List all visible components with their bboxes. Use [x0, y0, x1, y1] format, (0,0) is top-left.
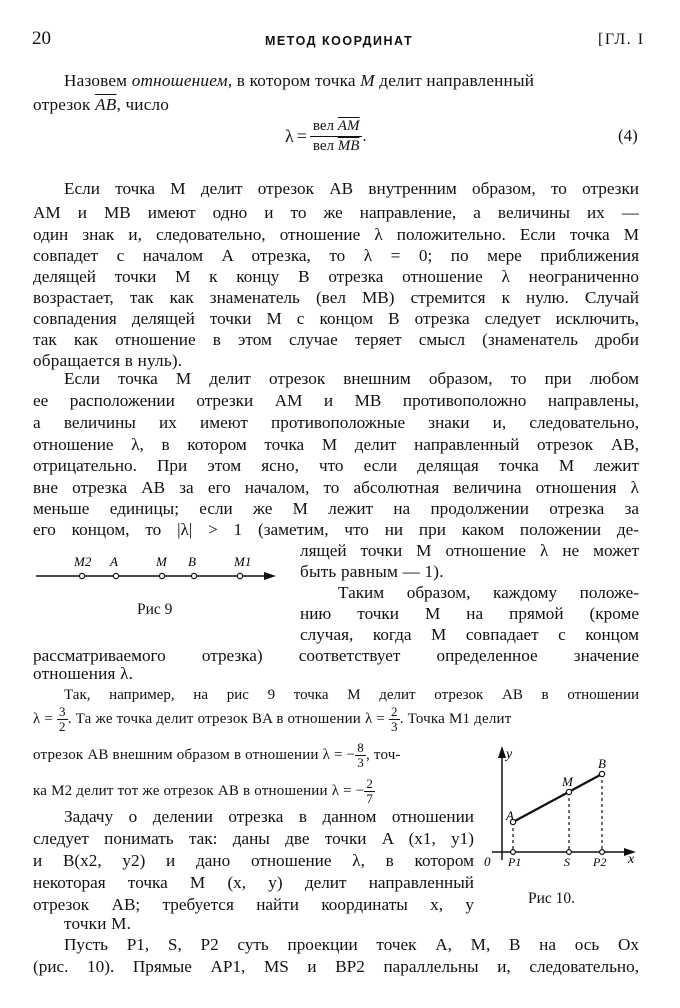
para1-line: совпадет с началом A отрезка, то λ = 0; по мере приближения [33, 246, 639, 265]
fig9-point-m1 [237, 573, 242, 578]
para1-line: совпадения делящей точки M с концом B отрезка следует исключить, [33, 309, 639, 328]
para1-line: делящей точки M к концу B отрезка отношение λ неограниченно [33, 267, 639, 286]
para2-line: отношение λ, в котором точка M делит направленный отрезок AB, [33, 435, 639, 454]
para1-line: обращается в нуль). [33, 351, 183, 370]
para2-wrap-line: лящей точки M отношение λ не может [300, 541, 639, 560]
fig9-label-a: A [110, 554, 118, 569]
fig10-label-x: x [628, 852, 635, 867]
para2-line: Если точка M делит отрезок внешним образом, то при любом [64, 369, 639, 388]
fig10-y-arrow-icon [498, 746, 506, 758]
para2-line: ее расположении отрезки AM и MB противоположно направлены, [33, 391, 639, 410]
fig9-label-m: M [156, 554, 167, 569]
para2-line: а величины их имеют противоположные знаки и, следовательно, [33, 413, 639, 432]
fig10-label-s: S [564, 855, 570, 869]
fig10-point-p2 [600, 850, 605, 855]
example-l2b: . Та же точка делит отрезок BA в отношении λ = [67, 710, 390, 727]
formula-den-vector: $\overline{MB}$ [337, 138, 360, 154]
intro-pre: Назовем [64, 71, 132, 90]
para2-line: меньше единицы; если же M лежит на продолжении отрезка за [33, 499, 639, 518]
formula-den-word: вел [312, 138, 338, 154]
fig9-point-m [159, 573, 164, 578]
fig10-label-p2: P2 [593, 855, 607, 869]
para1-line: так как отношение в этом случае теряет смысл (знаменатель дроби [33, 330, 639, 349]
task-line: некоторая точка M (x, y) делит направленный [33, 873, 474, 892]
fraction-8-3: $\frac{8}{3}$ [357, 740, 364, 770]
running-title: МЕТОД КООРДИНАТ [265, 34, 414, 48]
formula-fraction [310, 117, 363, 156]
example-l2a: λ = [33, 710, 58, 727]
fig9-point-b [191, 573, 196, 578]
fig10-caption: Рис 10. [528, 890, 576, 907]
fraction-3-2: $\frac{3}{2}$ [59, 704, 66, 734]
intro-line2-post: , число [116, 95, 170, 114]
intro-mid: , в котором точка [227, 71, 361, 90]
formula-4: λ = вел $\overline{AM}$ вел $\overline{MB}$ . [285, 118, 367, 154]
fig10-point-s [567, 850, 572, 855]
task-line: точки M. [64, 914, 132, 933]
formula-number: (4) [618, 126, 638, 145]
intro-line2-pre: отрезок [33, 95, 96, 114]
fig10-label-p1: P1 [508, 855, 522, 869]
para2-end-line: отношения λ. [33, 664, 134, 683]
fig10-label-y: y [506, 747, 513, 762]
fraction-2-3: $\frac{2}{3}$ [391, 704, 398, 734]
figure-9 [30, 550, 280, 590]
fig10-label-origin: 0 [484, 854, 491, 869]
task-line: и B(x2, y2) и дано отношение λ, в котором [33, 851, 474, 870]
para2-wrap-line: быть равным — 1). [300, 562, 444, 581]
fig9-label-b: B [188, 554, 196, 569]
fig9-point-m2 [79, 573, 84, 578]
fig9-point-a [113, 573, 118, 578]
formula-num-vector: $\overline{AM}$ [337, 118, 360, 134]
fig9-caption: Рис 9 [137, 601, 173, 618]
example-l4a: ка M2 делит тот же отрезок AB в отношении λ = − [33, 782, 365, 799]
intro-line-1-full [64, 70, 639, 92]
fig9-arrow-icon [264, 572, 276, 580]
term-otnoshenie: отношением [131, 71, 228, 90]
example-line-3 [33, 741, 401, 770]
para1-line: AM и MB имеют одно и то же направление, а величины их — [33, 203, 639, 222]
final-line: Пусть P1, S, P2 суть проекции точек A, M, B на ось Ox [64, 935, 639, 954]
para1-line: Если точка M делит отрезок AB внутренним образом, то отрезки [64, 179, 639, 198]
fig9-label-m2: M2 [74, 554, 92, 569]
para1-line: возрастает, так как знаменатель (вел MB) стремится к нулю. Случай [33, 288, 639, 307]
formula-num-word: вел [312, 118, 338, 134]
example-l3b: , точ- [366, 746, 401, 763]
para2-wrap-line: случая, когда M совпадает с концом [300, 625, 639, 644]
para2-line: вне отрезка AB за его началом, то абсолютная величина отношения λ [33, 478, 639, 497]
fraction-2-7: $\frac{2}{7}$ [366, 776, 374, 806]
fig10-point-p1 [511, 850, 516, 855]
para2-line: его концом, то |λ| > 1 (заметим, что ни при каком положении де- [33, 520, 639, 539]
fig10-segment-ab [513, 774, 602, 822]
fig10-label-m: M [562, 774, 573, 789]
chapter-label: [ГЛ. I [598, 31, 645, 48]
example-l3a: отрезок AB внешним образом в отношении λ = − [33, 746, 356, 763]
figure-10 [478, 742, 648, 872]
fig10-label-a: A [506, 808, 514, 823]
para2-wrap-line: нию точки M на прямой (кроме [300, 604, 639, 623]
task-line: следует понимать так: даны две точки A (x1, y1) [33, 829, 474, 848]
fig10-point-b [599, 771, 604, 776]
para2-line: отрицательно. При этом ясно, что если делящая точка M лежит [33, 456, 639, 475]
final-line: (рис. 10). Прямые AP1, MS и BP2 параллельны и, следовательно, [33, 957, 639, 976]
intro-line-2 [33, 94, 169, 116]
formula-lambda: λ [285, 126, 294, 146]
example-line-4 [33, 777, 375, 806]
para2-end-line: рассматриваемого отрезка) соответствует определенное значение [33, 646, 639, 665]
example-l2c: . Точка M1 делит [399, 710, 512, 727]
para1-line: один знак и, следовательно, отношение λ положительно. Если точка M [33, 225, 639, 244]
page-number: 20 [32, 28, 51, 49]
point-m: M [360, 71, 375, 90]
example-line: Так, например, на рис 9 точка M делит отрезок AB в отношении [64, 687, 639, 703]
fig9-label-m1: M1 [234, 554, 252, 569]
vector-ab: $\overline{AB}$ [95, 95, 117, 114]
example-line-2 [33, 705, 643, 734]
fig10-point-m [566, 789, 571, 794]
formula-eq: = [296, 126, 307, 146]
para2-wrap-line: Таким образом, каждому положе- [338, 583, 639, 602]
task-line: отрезок AB; требуется найти координаты x, y [33, 895, 474, 914]
fig10-label-b: B [598, 756, 606, 771]
task-line: Задачу о делении отрезка в данном отношении [64, 807, 474, 826]
intro-tail: делит направленный [374, 71, 535, 90]
